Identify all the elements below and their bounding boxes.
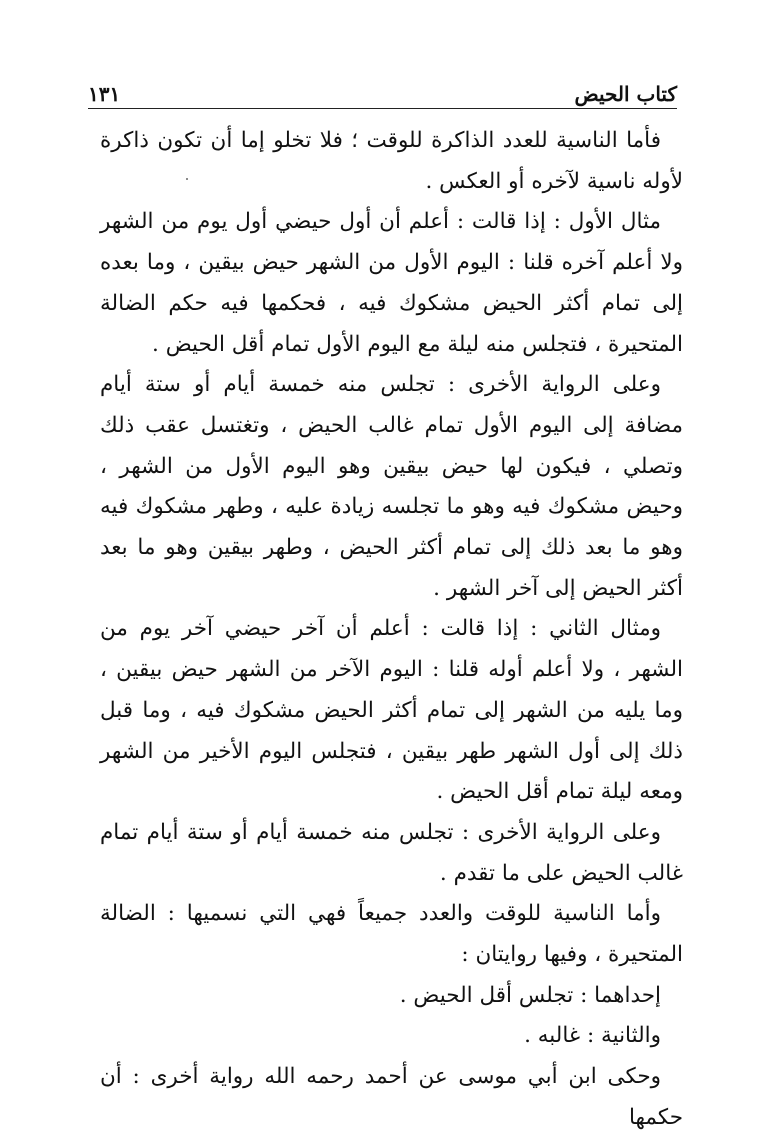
paragraph-forgetful-of-number: فأما الناسية للعدد الذاكرة للوقت ؛ فلا تخلو إما أن تكون ذاكرة لأوله ناسية لآخره أو العكس .: [100, 128, 683, 194]
body-text: [100, 121, 683, 1139]
paragraph-ibn-abi-musa: وحكى ابن أبي موسى عن أحمد رحمه الله رواية أخرى : أن حكمها: [100, 1064, 683, 1130]
page-header: [88, 72, 677, 106]
running-title: كتاب الحيض: [574, 82, 677, 106]
paragraph-first-example: مثال الأول : إذا قالت : أعلم أن أول حيضي أول يوم من الشهر ولا أعلم آخره قلنا : اليوم الأول من الشهر حيض بيقين ، وما بعده إلى تمام أكثر الحيض مشكوك فيه ، فحكمها فيه حكم الضالة المتحيرة ، فتجلس منه ليلة مع اليوم الأول تمام أقل الحيض .: [100, 209, 683, 357]
paragraph-other-narration: وعلى الرواية الأخرى : تجلس منه خمسة أيام أو ستة أيام مضافة إلى اليوم الأول تمام غالب الحيض ، وتغتسل عقب ذلك وتصلي ، فيكون لها حيض بيقين وهو اليوم الأول من الشهر ، وحيض مشكوك فيه وهو ما تجلسه زيادة عليه ، وطهر مشكوك فيه وهو ما بعد ذلك إلى تمام أكثر الحيض ، وطهر بيقين وهو ما بعد أكثر الحيض إلى آخر الشهر .: [100, 372, 683, 601]
list-item: إحداهما : تجلس أقل الحيض .: [399, 982, 661, 1008]
paragraph-other-narration-2: وعلى الرواية الأخرى : تجلس منه خمسة أيام أو ستة أيام تمام غالب الحيض على ما تقدم .: [100, 819, 683, 886]
paragraph-forgetful-of-both: وأما الناسية للوقت والعدد جميعاً فهي التي نسميها : الضالة المتحيرة ، وفيها روايتان :: [100, 901, 683, 968]
header-rule: [88, 108, 677, 109]
list-item: والثانية : غالبه .: [524, 1023, 661, 1049]
paragraph-second-example: ومثال الثاني : إذا قالت : أعلم أن آخر حيضي آخر يوم من الشهر ، ولا أعلم أوله قلنا : اليوم الآخر من الشهر حيض بيقين ، وما يليه من الشهر إلى تمام أكثر الحيض مشكوك فيه ، وما قبل ذلك إلى أول الشهر طهر بيقين ، فتجلس اليوم الأخير من الشهر ومعه ليلة تمام أقل الحيض .: [100, 616, 683, 805]
page-number: ١٣١: [88, 82, 121, 106]
